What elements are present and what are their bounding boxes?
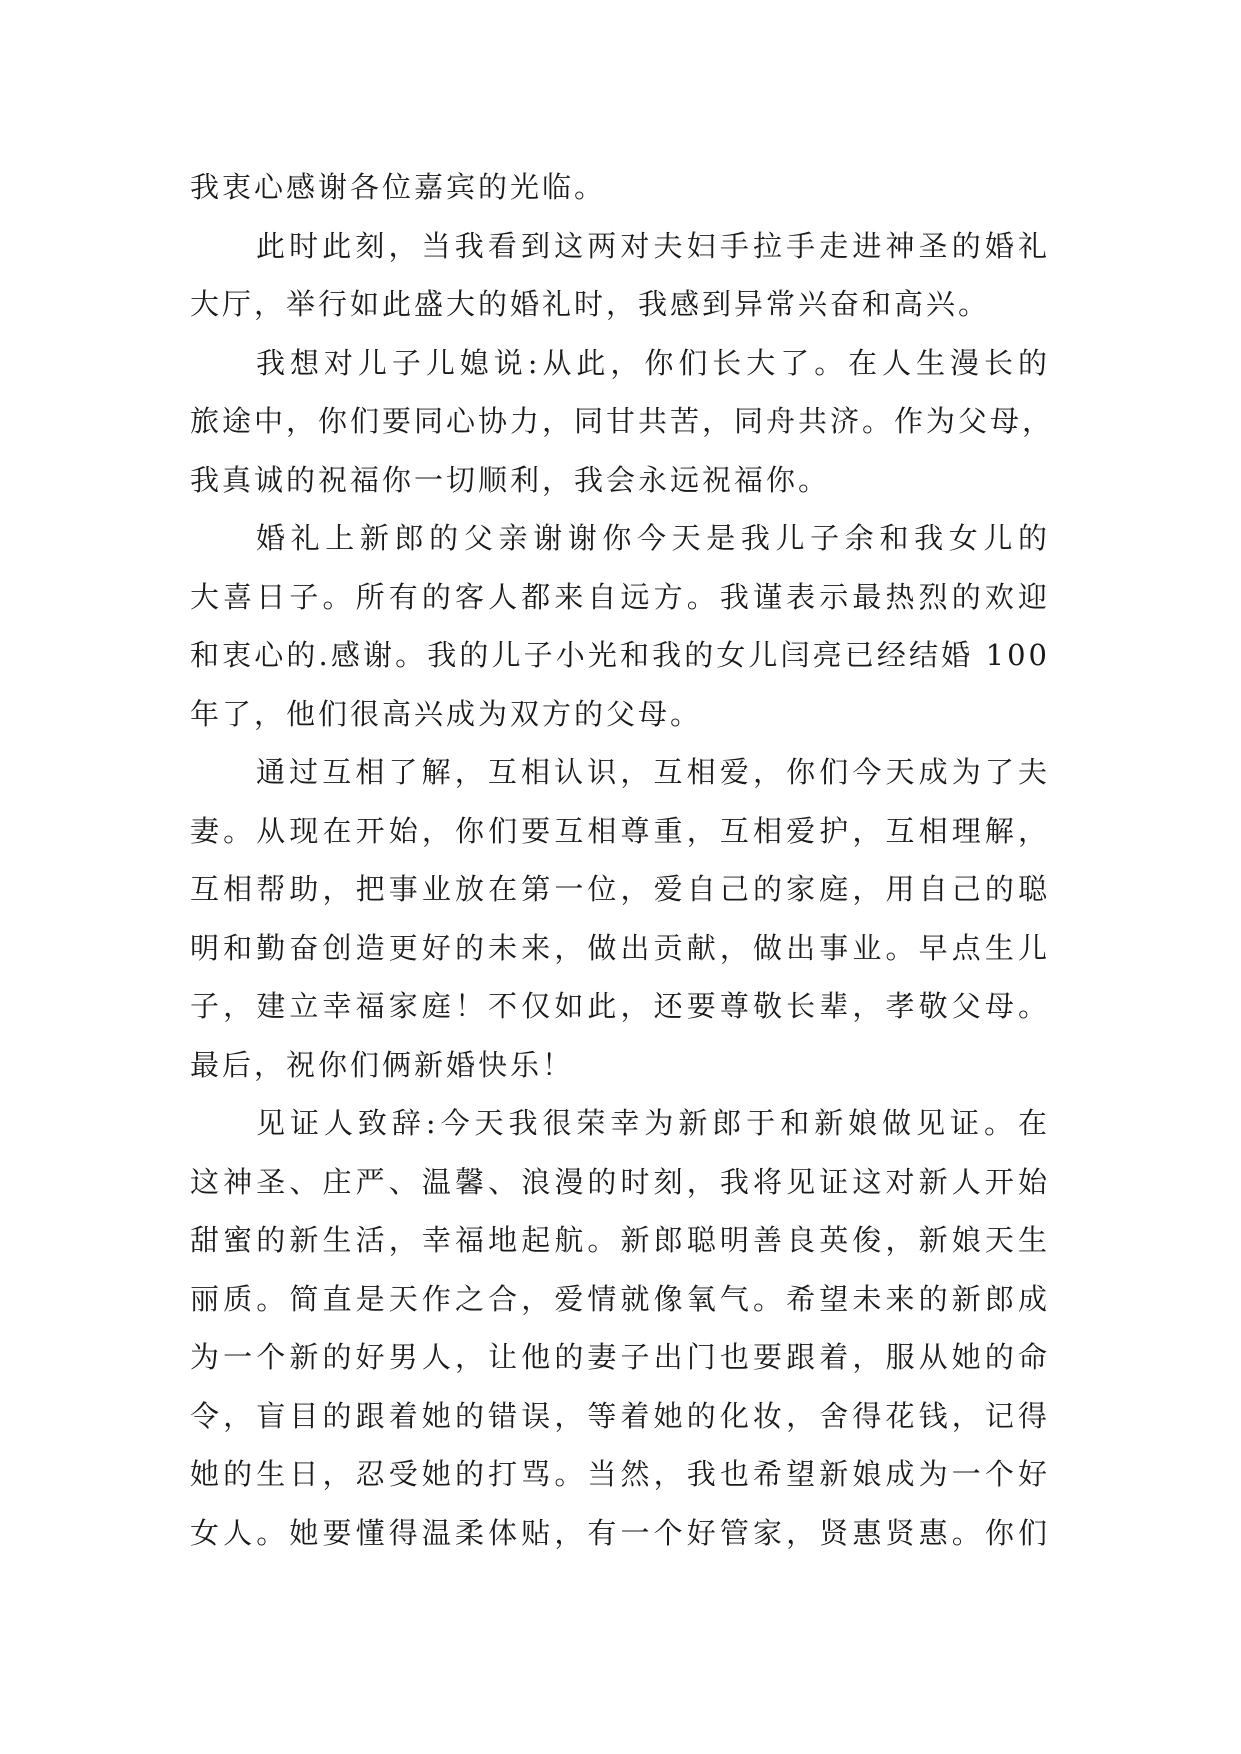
text-line: 妻。从现在开始，你们要互相尊重，互相爱护，互相理解，: [190, 813, 1050, 848]
text-line: 和衷心的.感谢。我的儿子小光和我的女儿闫亮已经结婚 100: [190, 638, 1050, 672]
text-line: 见证人致辞:今天我很荣幸为新郎于和新娘做见证。在: [256, 1106, 1050, 1140]
text-line: 为一个新的好男人，让他的妻子出门也要跟着，服从她的命: [190, 1340, 1050, 1374]
text-line: 我真诚的祝福你一切顺利，我会永远祝福你。: [190, 462, 831, 497]
text-line: 她的生日，忍受她的打骂。当然，我也希望新娘成为一个好: [190, 1457, 1050, 1491]
text-line: 最后，祝你们俩新婚快乐！: [190, 1047, 575, 1082]
text-line: 年了，他们很高兴成为双方的父母。: [190, 696, 703, 731]
text-line: 甜蜜的新生活，幸福地起航。新郎聪明善良英俊，新娘天生: [190, 1223, 1050, 1257]
text-line: 令，盲目的跟着她的错误，等着她的化妆，舍得花钱，记得: [190, 1398, 1050, 1433]
text-line: 女人。她要懂得温柔体贴，有一个好管家，贤惠贤惠。你们: [190, 1515, 1050, 1550]
text-line: 大厅，举行如此盛大的婚礼时，我感到异常兴奋和高兴。: [190, 287, 991, 321]
text-line: 旅途中，你们要同心协力，同甘共苦，同舟共济。作为父母，: [190, 404, 1055, 438]
text-line: 此时此刻，当我看到这两对夫妇手拉手走进神圣的婚礼: [256, 228, 1050, 263]
text-line: 这神圣、庄严、温馨、浪漫的时刻，我将见证这对新人开始: [190, 1164, 1050, 1199]
text-line: 大喜日子。所有的客人都来自远方。我谨表示最热烈的欢迎: [190, 579, 1050, 614]
document-body: [190, 158, 1055, 1562]
text-line: 明和勤奋创造更好的未来，做出贡献，做出事业。早点生儿: [190, 930, 1050, 965]
text-line: 通过互相了解，互相认识，互相爱，你们今天成为了夫: [256, 755, 1050, 789]
text-line: 丽质。简直是天作之合，爱情就像氧气。希望未来的新郎成: [190, 1281, 1050, 1316]
text-line: 子，建立幸福家庭！不仅如此，还要尊敬长辈，孝敬父母。: [190, 989, 1050, 1023]
text-line: 婚礼上新郎的父亲谢谢你今天是我儿子余和我女儿的: [256, 521, 1050, 555]
text-line: 我想对儿子儿媳说:从此，你们长大了。在人生漫长的: [256, 345, 1050, 380]
text-line: 互相帮助，把事业放在第一位，爱自己的家庭，用自己的聪: [190, 872, 1050, 906]
text-line: 我衷心感谢各位嘉宾的光临。: [190, 170, 607, 204]
